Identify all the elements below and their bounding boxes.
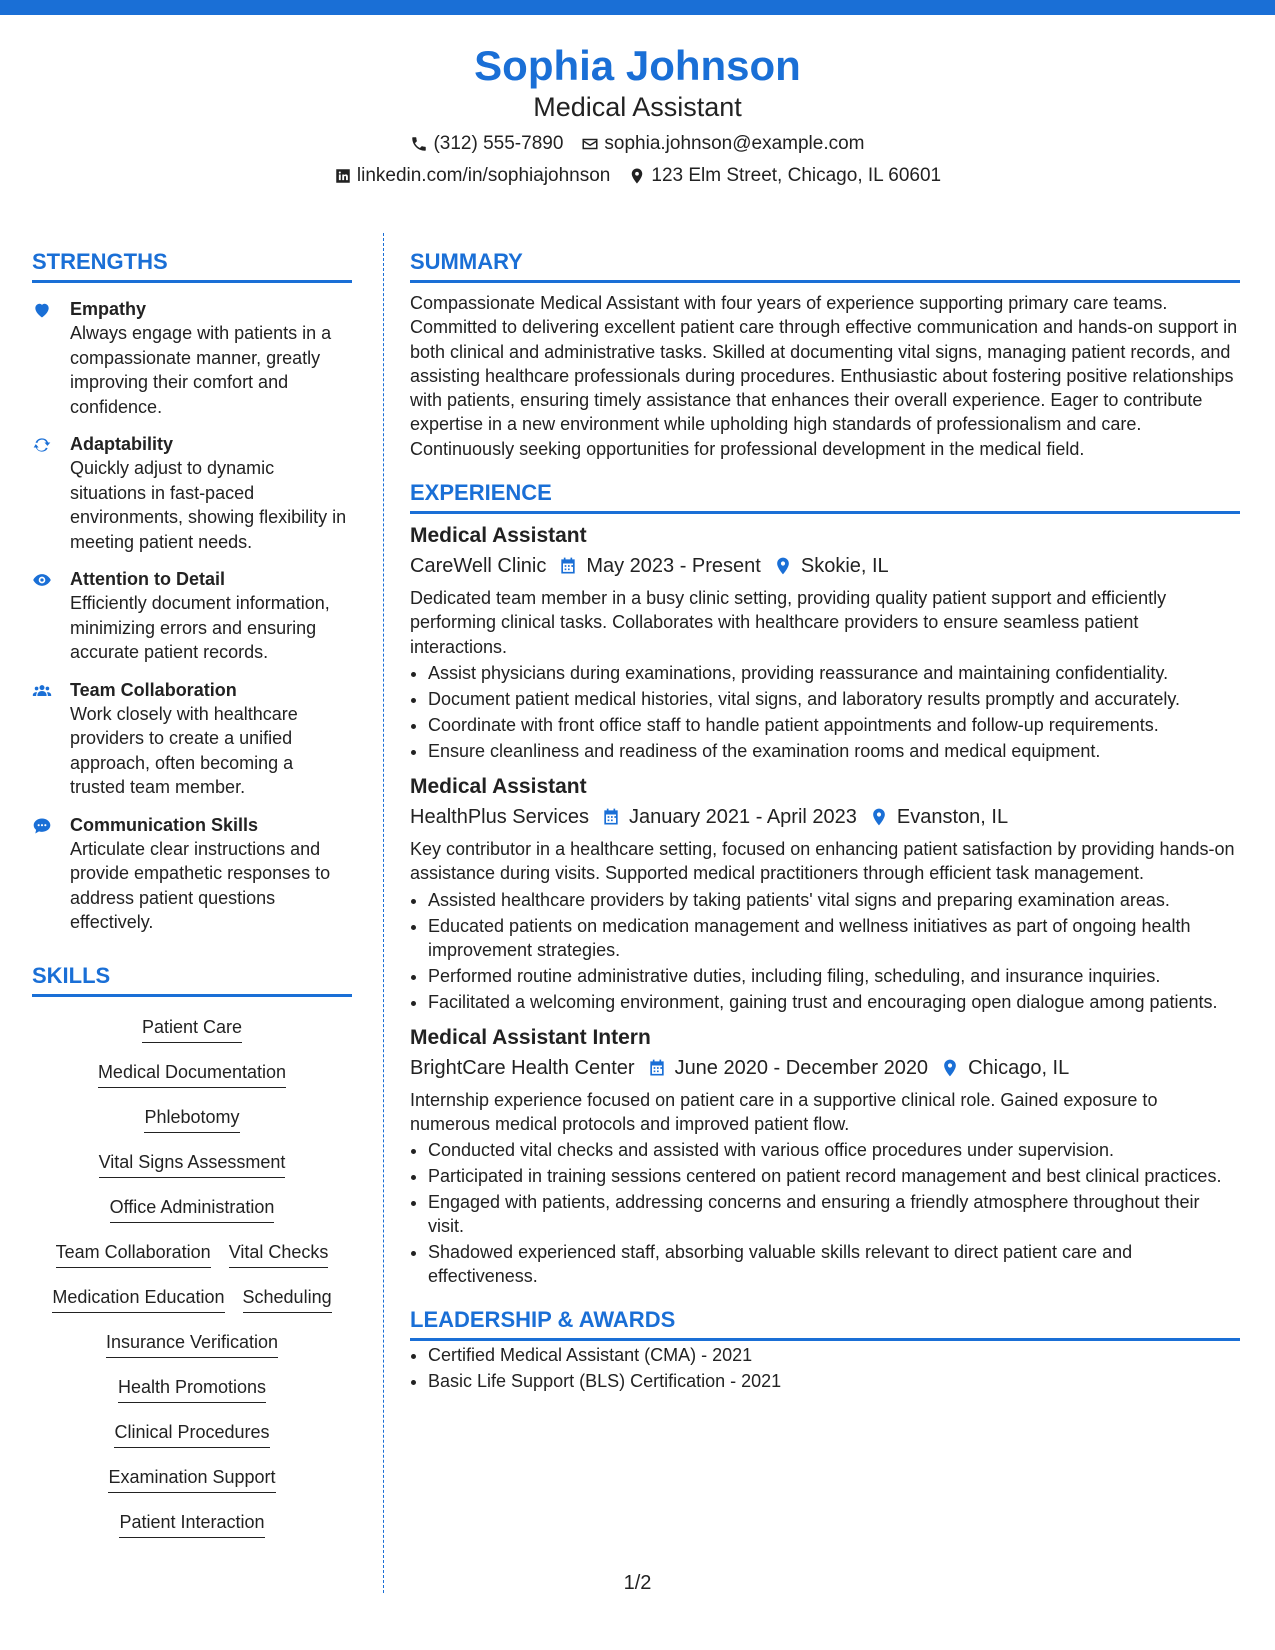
envelope-icon [581,135,599,153]
calendar-icon [601,807,621,827]
job-dates: May 2023 - Present [586,555,761,578]
job-meta [410,803,1240,831]
experience-heading: EXPERIENCE [410,479,1240,514]
strengths-list [32,297,352,935]
skill-row [110,1187,275,1232]
strength-item [32,297,352,419]
skill-row [142,1007,242,1052]
award-item: • Certified Medical Assistant (CMA) - 2021 [428,1343,1240,1367]
map-pin-icon [773,556,793,576]
job-bullets [410,661,1240,763]
company-name: HealthPlus Services [410,805,589,828]
skill-tag: Vital Signs Assessment [99,1150,286,1178]
calendar-icon [647,1058,667,1078]
job-bullet: • Engaged with patients, addressing concerns and ensuring a friendly atmosphere throughout their visit. [428,1190,1240,1238]
job-meta [410,1054,1240,1082]
job-location: Chicago, IL [968,1056,1070,1079]
job-description: Key contributor in a healthcare setting, focused on enhancing patient satisfaction by providing hands-on assistance during visits. Supported medical practitioners through efficient task management. [410,838,1235,884]
job-bullet: • Performed routine administrative duties, including filing, scheduling, and insurance inquiries. [428,964,1240,988]
awards-heading: LEADERSHIP & AWARDS [410,1306,1240,1341]
contact-row-1 [0,132,1275,156]
job-description: Internship experience focused on patient care in a supportive clinical role. Gained exposure to numerous medical protocols and improved patient flow. [410,1089,1158,1134]
eye-icon [32,570,52,590]
strengths-heading: STRENGTHS [32,248,352,283]
sync-icon [32,435,52,455]
strength-title: Team Collaboration [70,679,237,700]
skill-row [108,1457,275,1502]
job-dates: June 2020 - December 2020 [674,1056,929,1079]
skill-tag: Health Promotions [118,1375,266,1403]
skill-tag: Clinical Procedures [114,1420,269,1448]
job-entry [410,1024,1240,1289]
strength-title: Empathy [70,299,147,319]
skill-tag: Examination Support [108,1465,275,1493]
users-icon [32,681,52,701]
strength-item [32,432,352,554]
award-item: • Basic Life Support (BLS) Certification - 2021 [428,1369,1240,1393]
strength-title: Attention to Detail [70,569,225,589]
skill-row [99,1142,286,1187]
job-title: Medical Assistant Intern [410,1025,651,1049]
job-bullet: • Educated patients on medication management and wellness initiatives as part of ongoing health improvement strategies. [428,914,1240,962]
job-entry [410,773,1240,1014]
skill-row [119,1502,264,1547]
strength-desc: Articulate clear instructions and provide empathetic responses to address patient questions effectively. [70,838,331,932]
job-bullet: • Participated in training sessions centered on patient record management and best clinical practices. [428,1164,1240,1188]
map-pin-icon [940,1058,960,1078]
email-contact [581,132,864,156]
skill-row [114,1412,269,1457]
job-title: Medical Assistant [410,774,587,798]
page-number: 1/2 [623,1572,652,1594]
address-text: 123 Elm Street, Chicago, IL 60601 [651,165,942,186]
phone-icon [410,135,428,153]
heart-icon [32,300,52,320]
skill-tag: Insurance Verification [106,1330,278,1358]
phone-contact [410,132,563,156]
skill-tag: Patient Care [142,1015,242,1043]
strength-desc: Efficiently document information, minimizing errors and ensuring accurate patient records. [70,593,330,662]
map-pin-icon [628,167,646,185]
job-bullet: • Assisted healthcare providers by taking patients' vital signs and preparing examination areas. [428,888,1240,912]
linkedin-icon [334,167,352,185]
job-bullet: • Coordinate with front office staff to handle patient appointments and follow-up requirements. [428,713,1240,737]
strength-title: Communication Skills [70,814,259,835]
chat-icon [32,816,52,836]
strength-desc: Always engage with patients in a compassionate manner, greatly improving their comfort and confidence. [70,323,332,417]
candidate-name: Sophia Johnson [474,42,801,89]
job-description: Dedicated team member in a busy clinic setting, providing quality patient support and efficiently performing clinical tasks. Collaborates with healthcare providers to ensure seamless patient interactions. [410,588,1167,657]
skill-tag: Vital Checks [229,1240,329,1268]
skill-row [52,1277,331,1322]
job-meta [410,552,1240,580]
map-pin-icon [869,807,889,827]
phone-text: (312) 555-7890 [433,133,564,154]
awards-list [410,1343,1240,1393]
job-bullet: • Shadowed experienced staff, absorbing valuable skills relevant to direct patient care and effectiveness. [428,1240,1240,1288]
company-name: BrightCare Health Center [410,1056,635,1079]
strength-desc: Quickly adjust to dynamic situations in fast-paced environments, showing flexibility in meeting patient needs. [70,458,347,552]
top-accent-bar [0,0,1275,15]
skill-tag: Scheduling [243,1285,332,1313]
skill-tag: Office Administration [110,1195,275,1223]
job-location: Evanston, IL [896,805,1009,828]
job-title: Medical Assistant [410,524,587,548]
skill-tag: Patient Interaction [119,1510,264,1538]
skill-tag: Medication Education [52,1285,224,1313]
job-location: Skokie, IL [800,555,889,578]
skill-row [98,1052,286,1097]
left-column [32,248,352,1547]
strength-item [32,678,352,800]
job-bullet: • Conducted vital checks and assisted with various office procedures under supervision. [428,1138,1240,1162]
job-bullets [410,888,1240,1014]
strength-title: Adaptability [70,434,174,454]
skill-row [106,1322,278,1367]
job-bullet: • Facilitated a welcoming environment, gaining trust and encouraging open dialogue among patients. [428,990,1240,1014]
email-text: sophia.johnson@example.com [604,133,865,154]
strength-item [32,813,352,935]
strength-item [32,567,352,665]
company-name: CareWell Clinic [410,555,547,578]
address-contact [628,164,941,188]
job-bullet: • Document patient medical histories, vital signs, and laboratory results promptly and accurately. [428,687,1240,711]
job-bullet: • Assist physicians during examinations, providing reassurance and maintaining confidentiality. [428,661,1240,685]
skill-row [118,1367,266,1412]
linkedin-contact [334,164,611,188]
job-entry [410,522,1240,763]
resume-header [0,40,1275,188]
skills-list [32,1007,352,1547]
summary-heading: SUMMARY [410,248,1240,283]
job-bullets [410,1138,1240,1288]
job-bullet: • Ensure cleanliness and readiness of the examination rooms and medical equipment. [428,739,1240,763]
column-divider [383,233,384,1593]
right-column [410,248,1240,1395]
skill-row [144,1097,239,1142]
skill-tag: Medical Documentation [98,1060,286,1088]
skill-row [56,1232,329,1277]
skills-heading: SKILLS [32,962,352,997]
skill-tag: Phlebotomy [144,1105,239,1133]
calendar-icon [558,556,578,576]
job-dates: January 2021 - April 2023 [628,805,857,828]
contact-row-2 [0,164,1275,188]
strength-desc: Work closely with healthcare providers to create a unified approach, often becoming a trusted team member. [70,703,298,797]
summary-text: Compassionate Medical Assistant with four years of experience supporting primary care teams. Committed to delivering excellent patient care through effective communication and hands-on support in both clinical and administrative tasks. Skilled at documenting vital signs, managing patient records, and assisting healthcare professionals during procedures. Enthusiastic about fostering positive relationships with patients, ensuring timely assistance that enhances their overall experience. Eager to contribute expertise in a new environment while upholding high standards of professionalism and care. Continuously seeking opportunities for professional development in the medical field. [410,293,1238,459]
skill-tag: Team Collaboration [56,1240,211,1268]
candidate-title: Medical Assistant [533,92,742,122]
linkedin-text: linkedin.com/in/sophiajohnson [356,165,611,186]
